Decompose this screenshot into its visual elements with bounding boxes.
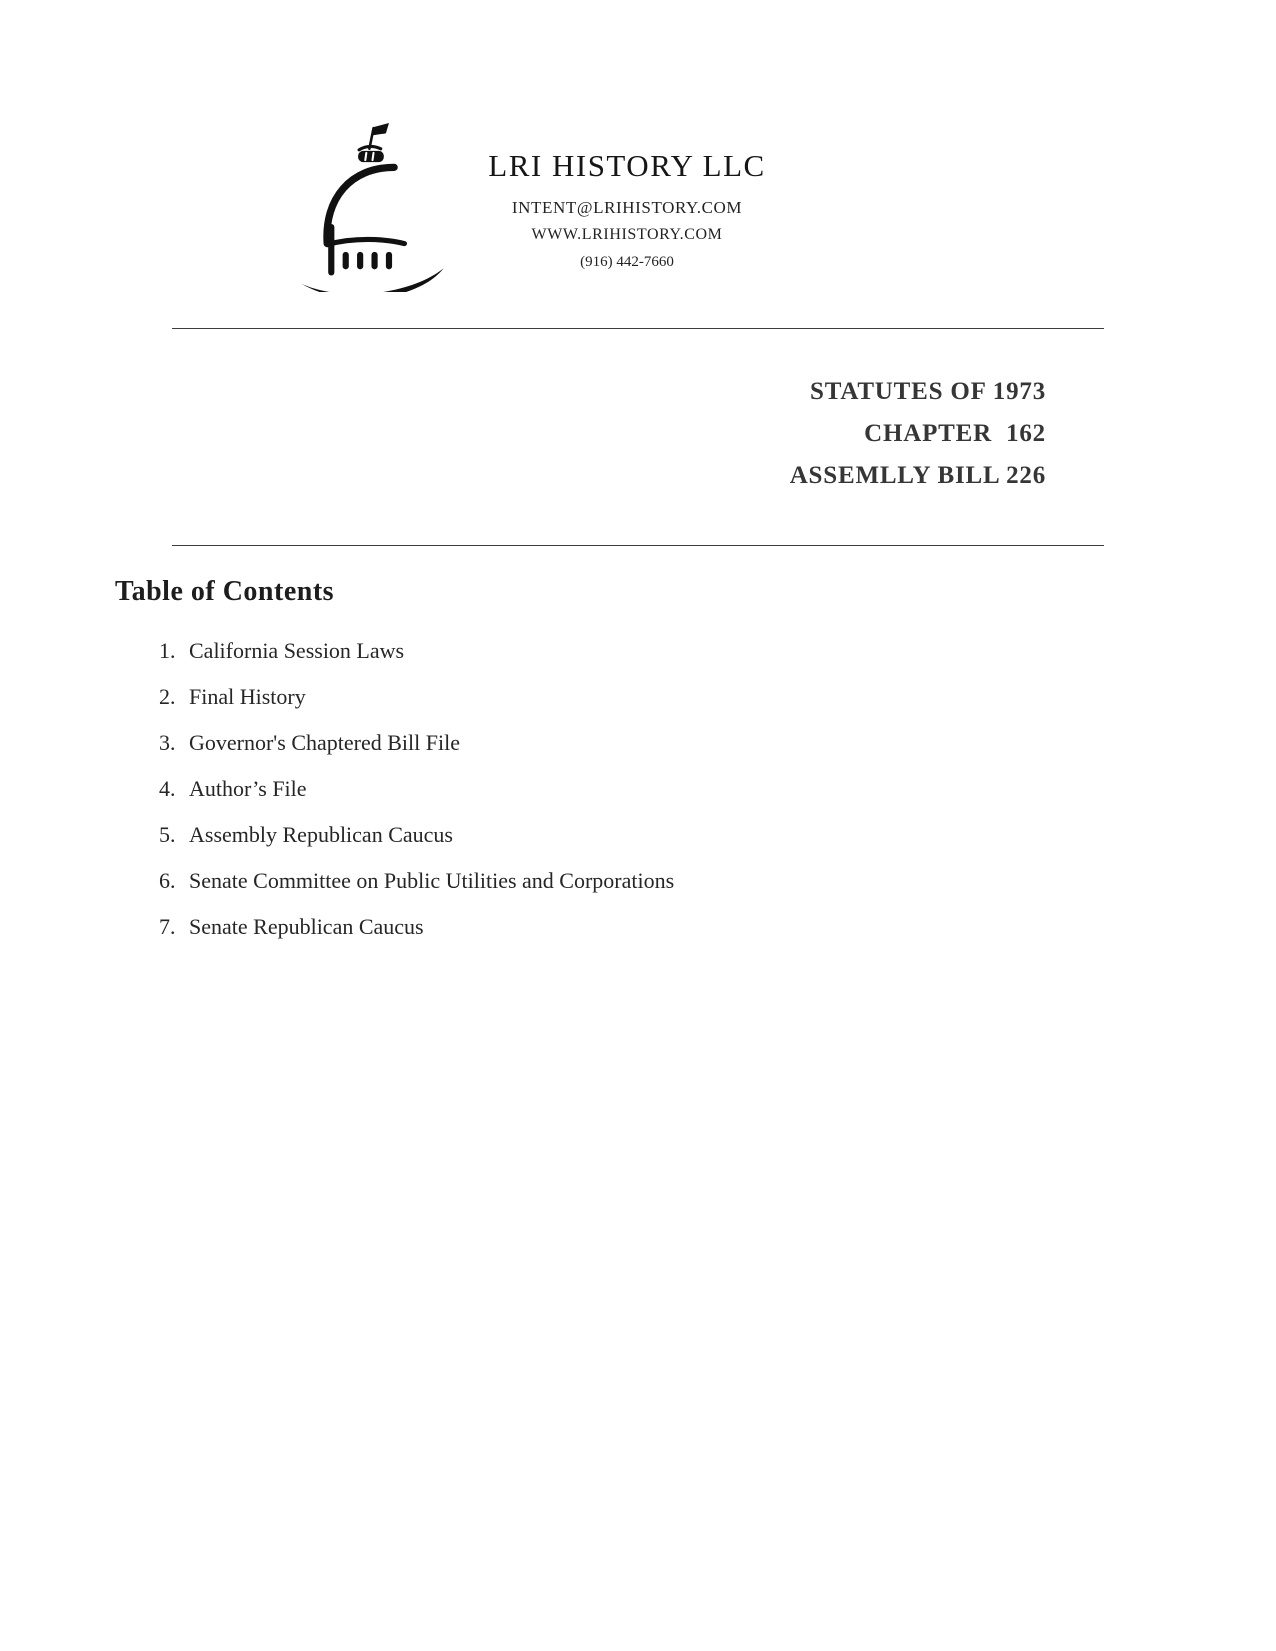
website-text: WWW.LRIHISTORY.COM xyxy=(531,226,723,243)
divider-bottom xyxy=(172,545,1104,546)
phone-text: (916) 442-7660 xyxy=(580,254,674,270)
toc-item: 1. California Session Laws xyxy=(181,638,1065,664)
email-text: INTENT@LRIHISTORY.COM xyxy=(511,198,743,217)
company-name: LRI HISTORY LLC xyxy=(488,148,766,183)
statute-title-block xyxy=(172,371,1104,497)
toc-list xyxy=(115,638,1065,940)
letterhead-text xyxy=(472,122,782,271)
toc-item: 2. Final History xyxy=(181,684,1065,710)
toc-heading: Table of Contents xyxy=(115,576,335,607)
toc-item: 4. Author’s File xyxy=(181,776,1065,802)
toc-item: 7. Senate Republican Caucus xyxy=(181,914,1065,940)
capitol-dome-icon xyxy=(295,122,450,292)
statutes-year-line: STATUTES OF 1973 xyxy=(810,378,1046,405)
toc-item: 6. Senate Committee on Public Utilities and Corporations xyxy=(181,868,1065,894)
letterhead xyxy=(295,0,1276,292)
toc-item: 5. Assembly Republican Caucus xyxy=(181,822,1065,848)
assembly-bill-line: ASSEMLLY BILL 226 xyxy=(789,462,1046,489)
toc-item: 3. Governor's Chaptered Bill File xyxy=(181,730,1065,756)
table-of-contents xyxy=(115,576,1065,940)
chapter-line: CHAPTER 162 xyxy=(864,420,1046,447)
divider-top xyxy=(172,328,1104,329)
